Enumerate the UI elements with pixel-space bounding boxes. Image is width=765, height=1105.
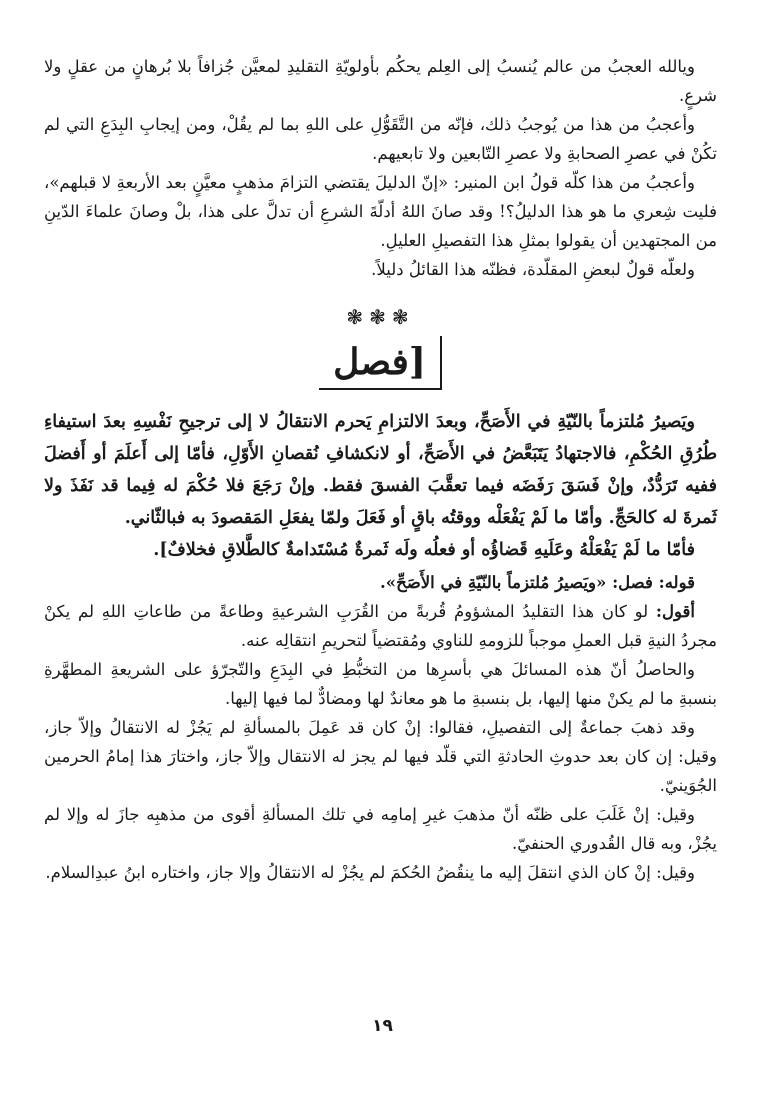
paragraph: وأعجبُ من هذا من يُوجبُ ذلك، فإنّه من التَّقَوُّلِ على اللهِ بما لم يقُلْ، ومن إيجابِ البِدَعِ التي لم تكُنْ في عصرِ الصحابةِ ولا عصرِ التّابعين ولا تابعيهم. [44,115,717,163]
section-heading: [فصل [319,336,442,390]
body-text-top [44,52,717,284]
commentary-paragraph [44,568,717,597]
page-number: ١٩ [372,1016,393,1036]
commentary-paragraph: والحاصلُ أنّ هذه المسائلَ هي بأسرِها من التخبُّطِ في البِدَعِ والتّجرّؤ على الشريعةِ المطهَّرةِ بنسبةِ ما لم يكنْ منها إليها، بل بنسبةِ ما هو معاندٌ لها ومضادٌّ لما فيها إليها. [44,660,717,708]
commentary-quote: قوله: فصل: «ويَصيرُ مُلتزماً بالنّيّةِ في الأَصَحِّ». [380,573,695,592]
main-text-paragraph: فأمّا ما لَمْ يَفْعَلْهُ وعَلَيهِ قَضاؤُه أو فعلُه ولَه ثَمرةٌ مُسْتَدامةٌ كالطَّلاقِ فخلافٌ]. [153,540,695,560]
commentary-paragraph: وقد ذهبَ جماعةٌ إلى التفصيلِ، فقالوا: إنْ كان قد عَمِلَ بالمسألةِ لم يَجُزْ له الانتقالُ وإلاّ جاز، وقيل: إن كان بعد حدوثِ الحادثةِ التي قلّد فيها لم يجز له الانتقال وإلاّ جاز، واختارَ هذا إمامُ الحرمين الجُوَينيّ. [44,718,717,795]
section-ornament: ❃❃❃ [346,305,415,329]
commentary-text: لو كان هذا التقليدُ المشؤومُ قُربةً من القُرَبِ الشرعيةِ وطاعةً من طاعاتِ اللهِ لم يكنْ مجردُ النيةِ قبل العملِ موجباً للزومهِ للناوي ومُقتضياً لتحريمِ انتقالِه عنه. [44,602,717,650]
main-text-block [44,406,717,566]
commentary-paragraph: وقيل: إنْ كان الذي انتقلَ إليه ما ينقُضُ الحُكمَ لم يجُزْ له الانتقالُ وإلا جاز، واختاره ابنُ عبدِالسلام. [45,863,695,882]
commentary-block [44,568,717,887]
paragraph: ويالله العجبُ من عالم يُنسبُ إلى العِلم يحكُم بأولويّةِ التقليدِ لمعيَّن جُزافاً بلا بُرهانٍ من عقلٍ ولا شرعٍ. [44,57,717,105]
section-heading-container [44,336,717,398]
paragraph: ولعلّه قولٌ لبعضِ المقلّدة، فظنّه هذا القائلُ دليلاً. [371,260,695,279]
paragraph: وأعجبُ من هذا كلّه قولُ ابن المنير: «إنّ الدليلَ يقتضي التزامَ مذهبٍ معيَّنٍ بعد الأربعةِ لا قبلهم»، فليت شِعري ما هو هذا الدليلُ؟! وقد صانَ اللهُ أدلّةَ الشرعِ أن تدلَّ على هذا، بلْ وصانَ علماءَ الدّينِ من المجتهدين أن يقولوا بمثلِ هذا التفصيلِ العليلِ. [44,173,717,250]
main-text-paragraph: ويَصيرُ مُلتزماً بالنّيّةِ في الأَصَحِّ، وبعدَ الالتزامِ يَحرم الانتقالُ لا إلى ترجيحِ نَفْسِهِ بعدَ استيفاءِ طُرُقِ الحُكْمِ، فالاجتهادُ يَتَبَعَّضُ في الأَصَحِّ، أو لانكشافِ نُقصانِ الأَوّلِ، فأمّا إلى أَعلَمَ أو أَفضلَ ففيه تَرَدُّدٌ، وإنْ فَسَقَ رَفَضَه فيما تعقَّبَ الفسقَ فقط. وإنْ رَجَعَ فلا حُكْمَ له فِيما قد نَفَذَ ولا ثَمرةَ له كالحَجِّ. وأمّا ما لَمْ يَفْعَلْه ووقتُه باقٍ أو فَعَلَ ولمّا يفعَلِ المَقصودَ به فبالثّاني. [44,412,717,528]
commentary-paragraph: وقيل: إنْ غَلَبَ على ظنّه أنّ مذهبَ غيرِ إمامِه في تلك المسألةِ أقوى من مذهبِه جازَ له وإلا لم يجُزْ، وبه قال القُدوري الحنفيّ. [44,805,717,853]
commentary-lead: أقول: [655,602,695,621]
commentary-paragraph [44,597,717,655]
